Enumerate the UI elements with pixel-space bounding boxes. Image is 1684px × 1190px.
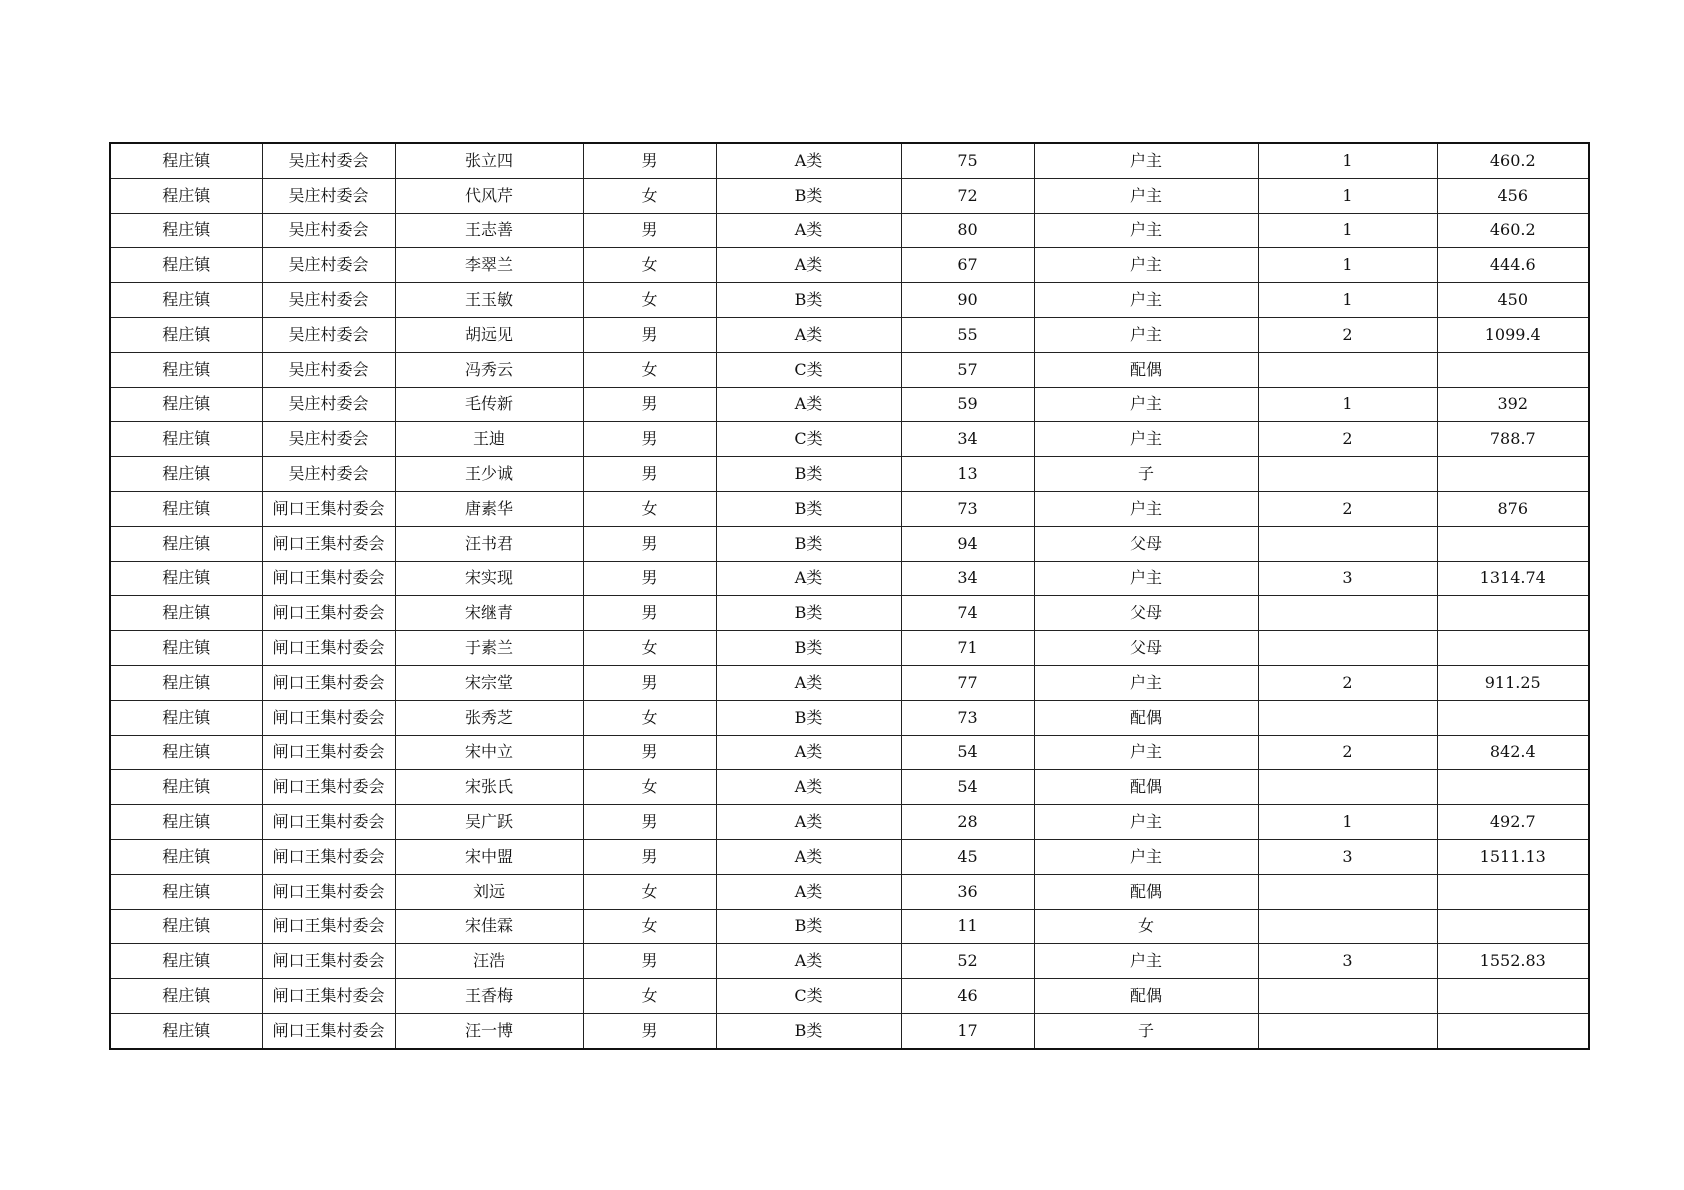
name-cell: 宋中盟 [395,839,583,874]
household-size-cell [1258,909,1437,944]
age-cell: 54 [901,735,1034,770]
town-cell: 程庄镇 [110,700,262,735]
household-size-cell [1258,770,1437,805]
category-cell: C类 [716,979,901,1014]
household-size-cell: 2 [1258,735,1437,770]
gender-cell: 男 [583,422,716,457]
town-cell: 程庄镇 [110,387,262,422]
age-cell: 59 [901,387,1034,422]
amount-cell [1437,526,1589,561]
table-row [110,979,1589,1014]
name-cell: 于素兰 [395,631,583,666]
amount-cell: 1511.13 [1437,839,1589,874]
name-cell: 张立四 [395,143,583,178]
town-cell: 程庄镇 [110,143,262,178]
amount-cell [1437,631,1589,666]
town-cell: 程庄镇 [110,735,262,770]
village-committee-cell: 吴庄村委会 [262,143,395,178]
village-committee-cell: 吴庄村委会 [262,178,395,213]
household-size-cell: 2 [1258,491,1437,526]
town-cell: 程庄镇 [110,805,262,840]
category-cell: B类 [716,526,901,561]
name-cell: 胡远见 [395,317,583,352]
relation-cell: 子 [1034,1013,1258,1048]
village-committee-cell: 吴庄村委会 [262,213,395,248]
gender-cell: 女 [583,491,716,526]
relation-cell: 户主 [1034,283,1258,318]
name-cell: 宋张氏 [395,770,583,805]
amount-cell: 460.2 [1437,213,1589,248]
name-cell: 代风芹 [395,178,583,213]
relation-cell: 户主 [1034,248,1258,283]
age-cell: 73 [901,491,1034,526]
amount-cell: 1099.4 [1437,317,1589,352]
amount-cell: 456 [1437,178,1589,213]
gender-cell: 男 [583,665,716,700]
gender-cell: 男 [583,526,716,561]
gender-cell: 男 [583,387,716,422]
town-cell: 程庄镇 [110,213,262,248]
age-cell: 54 [901,770,1034,805]
town-cell: 程庄镇 [110,979,262,1014]
table-row [110,317,1589,352]
table-row [110,457,1589,492]
age-cell: 90 [901,283,1034,318]
name-cell: 张秀芝 [395,700,583,735]
category-cell: B类 [716,631,901,666]
household-size-cell: 3 [1258,839,1437,874]
name-cell: 唐素华 [395,491,583,526]
amount-cell [1437,874,1589,909]
table-body [110,143,1589,1049]
village-committee-cell: 吴庄村委会 [262,387,395,422]
table-row [110,422,1589,457]
category-cell: A类 [716,944,901,979]
town-cell: 程庄镇 [110,283,262,318]
amount-cell: 1552.83 [1437,944,1589,979]
household-size-cell [1258,979,1437,1014]
town-cell: 程庄镇 [110,422,262,457]
gender-cell: 男 [583,317,716,352]
relation-cell: 户主 [1034,317,1258,352]
category-cell: A类 [716,561,901,596]
name-cell: 王香梅 [395,979,583,1014]
town-cell: 程庄镇 [110,839,262,874]
household-size-cell [1258,631,1437,666]
town-cell: 程庄镇 [110,874,262,909]
table-row [110,770,1589,805]
household-size-cell: 2 [1258,665,1437,700]
household-size-cell: 2 [1258,317,1437,352]
age-cell: 52 [901,944,1034,979]
gender-cell: 女 [583,283,716,318]
table-row [110,352,1589,387]
town-cell: 程庄镇 [110,1013,262,1048]
category-cell: A类 [716,248,901,283]
gender-cell: 女 [583,909,716,944]
category-cell: A类 [716,770,901,805]
name-cell: 冯秀云 [395,352,583,387]
age-cell: 13 [901,457,1034,492]
village-committee-cell: 闸口王集村委会 [262,491,395,526]
village-committee-cell: 闸口王集村委会 [262,1013,395,1048]
town-cell: 程庄镇 [110,909,262,944]
household-size-cell: 1 [1258,178,1437,213]
town-cell: 程庄镇 [110,596,262,631]
category-cell: A类 [716,874,901,909]
town-cell: 程庄镇 [110,631,262,666]
relation-cell: 女 [1034,909,1258,944]
amount-cell [1437,909,1589,944]
relation-cell: 户主 [1034,805,1258,840]
age-cell: 74 [901,596,1034,631]
gender-cell: 女 [583,770,716,805]
household-size-cell: 3 [1258,944,1437,979]
table-row [110,735,1589,770]
age-cell: 94 [901,526,1034,561]
amount-cell [1437,700,1589,735]
age-cell: 28 [901,805,1034,840]
category-cell: A类 [716,213,901,248]
village-committee-cell: 吴庄村委会 [262,317,395,352]
household-size-cell [1258,596,1437,631]
relation-cell: 户主 [1034,735,1258,770]
household-size-cell: 2 [1258,422,1437,457]
household-size-cell [1258,700,1437,735]
relation-cell: 父母 [1034,526,1258,561]
age-cell: 11 [901,909,1034,944]
table-row [110,143,1589,178]
gender-cell: 男 [583,561,716,596]
village-committee-cell: 闸口王集村委会 [262,874,395,909]
table-row [110,1013,1589,1048]
town-cell: 程庄镇 [110,491,262,526]
household-size-cell [1258,1013,1437,1048]
amount-cell: 876 [1437,491,1589,526]
town-cell: 程庄镇 [110,457,262,492]
relation-cell: 父母 [1034,596,1258,631]
household-size-cell: 1 [1258,387,1437,422]
category-cell: C类 [716,352,901,387]
town-cell: 程庄镇 [110,248,262,283]
relation-cell: 配偶 [1034,874,1258,909]
table-row [110,491,1589,526]
category-cell: A类 [716,665,901,700]
name-cell: 宋宗堂 [395,665,583,700]
relation-cell: 配偶 [1034,700,1258,735]
village-committee-cell: 闸口王集村委会 [262,596,395,631]
relation-cell: 户主 [1034,143,1258,178]
table-row [110,909,1589,944]
relation-cell: 户主 [1034,422,1258,457]
relation-cell: 户主 [1034,178,1258,213]
name-cell: 李翠兰 [395,248,583,283]
amount-cell: 911.25 [1437,665,1589,700]
age-cell: 36 [901,874,1034,909]
amount-cell: 1314.74 [1437,561,1589,596]
household-size-cell: 1 [1258,248,1437,283]
village-committee-cell: 吴庄村委会 [262,283,395,318]
town-cell: 程庄镇 [110,665,262,700]
category-cell: B类 [716,178,901,213]
table-row [110,596,1589,631]
town-cell: 程庄镇 [110,178,262,213]
category-cell: A类 [716,387,901,422]
relation-cell: 户主 [1034,387,1258,422]
amount-cell: 392 [1437,387,1589,422]
household-size-cell [1258,526,1437,561]
category-cell: A类 [716,735,901,770]
name-cell: 宋佳霖 [395,909,583,944]
age-cell: 57 [901,352,1034,387]
table-row [110,526,1589,561]
gender-cell: 男 [583,944,716,979]
village-committee-cell: 闸口王集村委会 [262,700,395,735]
village-committee-cell: 闸口王集村委会 [262,665,395,700]
name-cell: 王少诚 [395,457,583,492]
village-committee-cell: 闸口王集村委会 [262,979,395,1014]
age-cell: 72 [901,178,1034,213]
age-cell: 55 [901,317,1034,352]
village-committee-cell: 闸口王集村委会 [262,909,395,944]
table-row [110,805,1589,840]
village-committee-cell: 闸口王集村委会 [262,944,395,979]
table-row [110,248,1589,283]
category-cell: B类 [716,596,901,631]
relation-cell: 户主 [1034,665,1258,700]
village-committee-cell: 闸口王集村委会 [262,805,395,840]
town-cell: 程庄镇 [110,944,262,979]
village-committee-cell: 闸口王集村委会 [262,839,395,874]
category-cell: B类 [716,909,901,944]
category-cell: B类 [716,1013,901,1048]
name-cell: 宋继青 [395,596,583,631]
amount-cell [1437,1013,1589,1048]
name-cell: 王迪 [395,422,583,457]
relation-cell: 户主 [1034,561,1258,596]
table-row [110,839,1589,874]
amount-cell: 492.7 [1437,805,1589,840]
age-cell: 46 [901,979,1034,1014]
household-size-cell [1258,352,1437,387]
village-committee-cell: 闸口王集村委会 [262,735,395,770]
amount-cell: 842.4 [1437,735,1589,770]
relation-cell: 配偶 [1034,352,1258,387]
village-committee-cell: 吴庄村委会 [262,422,395,457]
gender-cell: 男 [583,839,716,874]
data-table [109,142,1590,1050]
amount-cell: 788.7 [1437,422,1589,457]
table-row [110,700,1589,735]
town-cell: 程庄镇 [110,352,262,387]
age-cell: 71 [901,631,1034,666]
table-row [110,665,1589,700]
age-cell: 67 [901,248,1034,283]
relation-cell: 子 [1034,457,1258,492]
table-row [110,631,1589,666]
name-cell: 宋实现 [395,561,583,596]
category-cell: A类 [716,143,901,178]
village-committee-cell: 吴庄村委会 [262,457,395,492]
household-size-cell [1258,874,1437,909]
household-size-cell: 1 [1258,143,1437,178]
gender-cell: 女 [583,979,716,1014]
name-cell: 王玉敏 [395,283,583,318]
name-cell: 刘远 [395,874,583,909]
category-cell: C类 [716,422,901,457]
gender-cell: 女 [583,874,716,909]
gender-cell: 女 [583,248,716,283]
name-cell: 汪浩 [395,944,583,979]
household-size-cell: 1 [1258,805,1437,840]
table-row [110,944,1589,979]
category-cell: B类 [716,457,901,492]
gender-cell: 男 [583,143,716,178]
table-row [110,213,1589,248]
name-cell: 毛传新 [395,387,583,422]
age-cell: 77 [901,665,1034,700]
town-cell: 程庄镇 [110,770,262,805]
category-cell: B类 [716,700,901,735]
village-committee-cell: 闸口王集村委会 [262,770,395,805]
table-row [110,283,1589,318]
amount-cell: 444.6 [1437,248,1589,283]
name-cell: 汪书君 [395,526,583,561]
relation-cell: 户主 [1034,839,1258,874]
category-cell: B类 [716,283,901,318]
gender-cell: 男 [583,735,716,770]
name-cell: 王志善 [395,213,583,248]
table-row [110,561,1589,596]
age-cell: 34 [901,422,1034,457]
category-cell: A类 [716,805,901,840]
age-cell: 34 [901,561,1034,596]
age-cell: 17 [901,1013,1034,1048]
relation-cell: 配偶 [1034,979,1258,1014]
village-committee-cell: 闸口王集村委会 [262,631,395,666]
village-committee-cell: 吴庄村委会 [262,248,395,283]
amount-cell [1437,770,1589,805]
amount-cell: 460.2 [1437,143,1589,178]
relation-cell: 户主 [1034,944,1258,979]
table-row [110,178,1589,213]
gender-cell: 男 [583,1013,716,1048]
town-cell: 程庄镇 [110,526,262,561]
village-committee-cell: 吴庄村委会 [262,352,395,387]
category-cell: B类 [716,491,901,526]
amount-cell [1437,979,1589,1014]
household-size-cell [1258,457,1437,492]
household-size-cell: 3 [1258,561,1437,596]
category-cell: A类 [716,839,901,874]
gender-cell: 女 [583,352,716,387]
amount-cell [1437,352,1589,387]
household-size-cell: 1 [1258,283,1437,318]
gender-cell: 男 [583,805,716,840]
age-cell: 73 [901,700,1034,735]
relation-cell: 父母 [1034,631,1258,666]
village-committee-cell: 闸口王集村委会 [262,561,395,596]
name-cell: 汪一博 [395,1013,583,1048]
gender-cell: 女 [583,178,716,213]
age-cell: 80 [901,213,1034,248]
amount-cell [1437,457,1589,492]
gender-cell: 男 [583,213,716,248]
village-committee-cell: 闸口王集村委会 [262,526,395,561]
relation-cell: 户主 [1034,213,1258,248]
name-cell: 宋中立 [395,735,583,770]
category-cell: A类 [716,317,901,352]
household-size-cell: 1 [1258,213,1437,248]
gender-cell: 男 [583,457,716,492]
relation-cell: 户主 [1034,491,1258,526]
table-row [110,387,1589,422]
name-cell: 吴广跃 [395,805,583,840]
town-cell: 程庄镇 [110,317,262,352]
table-row [110,874,1589,909]
gender-cell: 女 [583,700,716,735]
gender-cell: 男 [583,596,716,631]
age-cell: 45 [901,839,1034,874]
relation-cell: 配偶 [1034,770,1258,805]
age-cell: 75 [901,143,1034,178]
amount-cell: 450 [1437,283,1589,318]
gender-cell: 女 [583,631,716,666]
town-cell: 程庄镇 [110,561,262,596]
amount-cell [1437,596,1589,631]
